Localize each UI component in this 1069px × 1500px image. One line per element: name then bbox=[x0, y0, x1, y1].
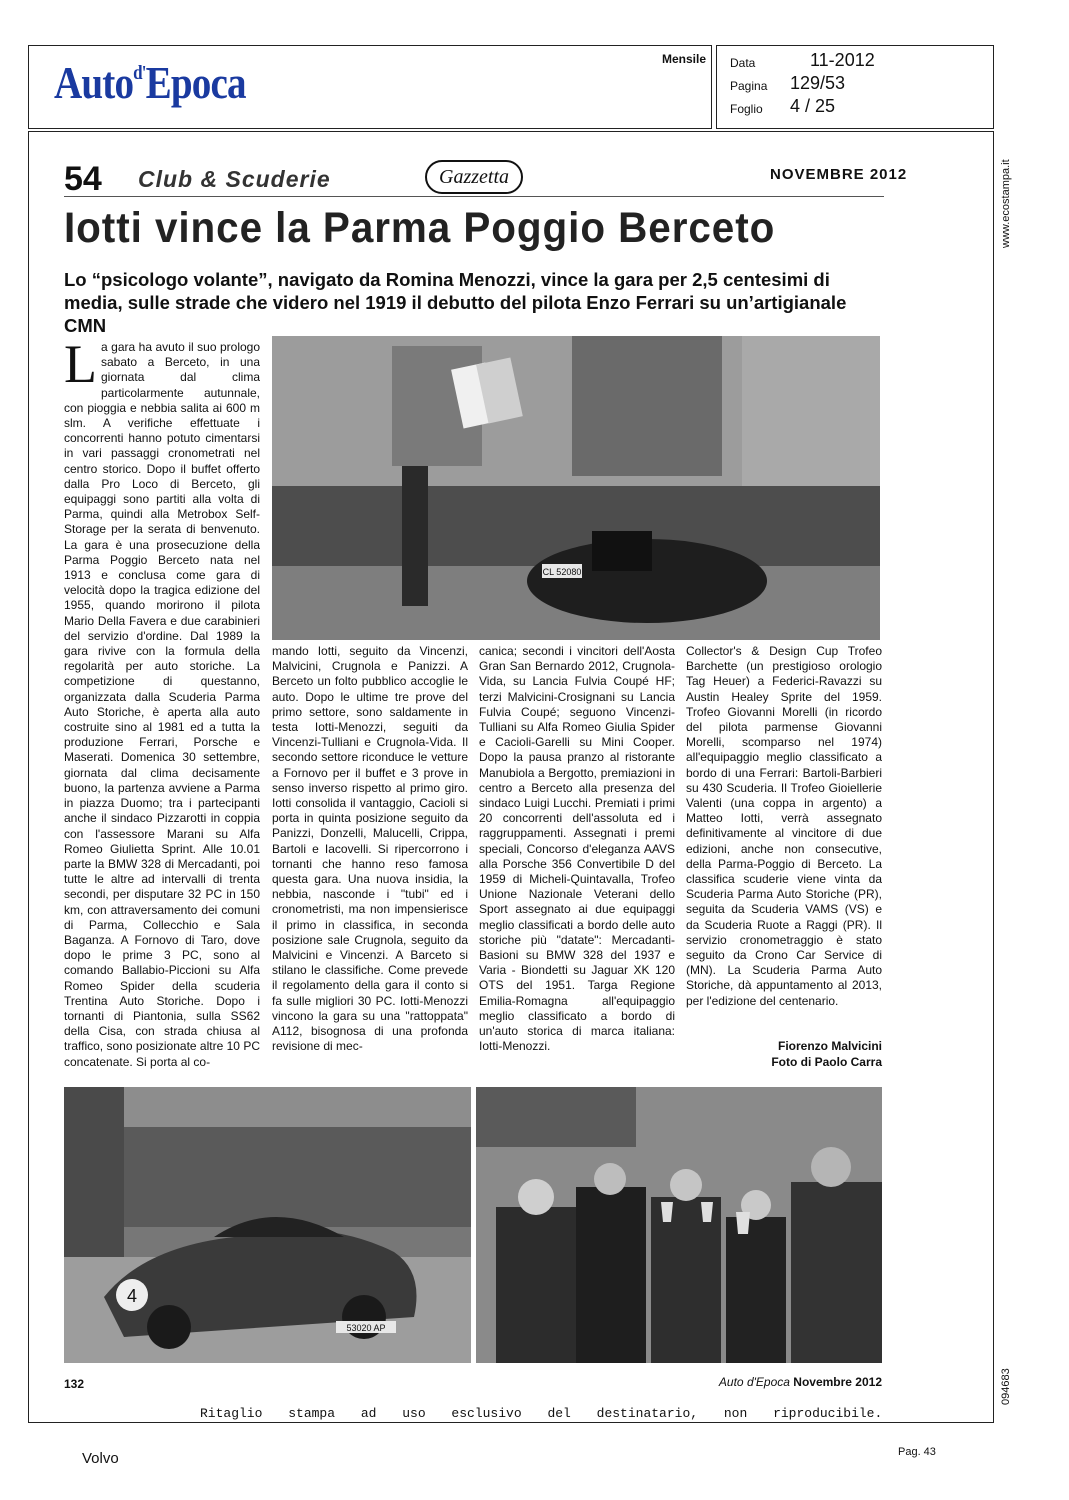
frequency-label: Mensile bbox=[662, 52, 707, 66]
photo-car2-plate: 53020 AP bbox=[346, 1323, 386, 1333]
dropcap: L bbox=[64, 340, 97, 394]
photo-race-car bbox=[64, 1087, 471, 1363]
footer-page: 132 bbox=[64, 1377, 85, 1391]
column-2: mando Iotti, seguito da Vincenzi, Malvicini, Crugnola e Panizzi. A Berceto un folto pubblico accoglie le auto. Dopo le ultime tre prove del primo settore, sono saldamente in testa Iotti-Menozzi, seguiti da Vincenzi-Tulliani e Crugnola-Vida. Il secondo settore riconduce le vetture a Fornovo per il buffet e 3 prove in senso inverso rispetto al primo giro. Iotti consolida il vantaggio, Cacioli si porta in quinta posizione seguito da Panizzi, Donzelli, Malucelli, Crippa, Bartoli e Iacovelli. Si ripercorrono i tornanti che hanno reso famosa questa gara. Una nuova insidia, la nebbia, nasconde i "tubi" ed i cronometristi, ma non impensierisce il primo in classifica, in seconda posizione sale Crugnola, seguito da Malvicini e Vincenzi. A Barceto si stilano le classifiche. Come prevede il regolamento della gara il conto si fa sulle migliori 30 PC. Iotti-Menozzi vincono la gara su una "rattoppata" A112, bisognosa di una profonda revisione di mec- bbox=[272, 644, 468, 1054]
header-rule bbox=[64, 196, 884, 197]
pagina-label: Pagina bbox=[730, 79, 768, 93]
pagina-value: 129/53 bbox=[790, 73, 846, 93]
issue-date: NOVEMBRE 2012 bbox=[770, 166, 908, 183]
foglio-value: 4 / 25 bbox=[790, 96, 836, 116]
data-value: 11-2012 bbox=[810, 50, 875, 70]
bottom-left-label: Volvo bbox=[82, 1450, 119, 1467]
column-4: Collector's & Design Cup Trofeo Barchette (un prestigioso orologio Tag Heuer) a Federici-Ravazzi su Austin Healey Sprite del 1959. Trofeo Giovanni Morelli (in ricordo del pilota parmense Giovanni Morelli, scomparso nel 1974) all'equipaggio meglio classificato a bordo di una Ferrari: Bartoli-Barbieri su 430 Scuderia. Il Trofeo Gioiellerie Valenti (una coppa in argento) a Matteo Iotti, verrà assegnato definitivamente al vincitore di due edizioni, anche non consecutive, della Parma-Poggio di Berceto. La classifica scuderie viene vinta da Scuderia Parma Auto Storiche (PR), seguita da Scuderia VAMS (VS) e da Scuderia Ruote a Raggi (PR). Il servizio cronometraggio è stato seguito da Crono Car Service di (MN). La Scuderia Parma Auto Storiche, dà appuntamento al 2013, per l'edizione del centenario. bbox=[686, 644, 882, 1008]
data-label: Data bbox=[730, 56, 756, 70]
byline-photo: Foto di Paolo Carra bbox=[771, 1055, 882, 1069]
masthead-logo: Auto$^{d'}$Epoca bbox=[54, 57, 246, 108]
foglio-label: Foglio bbox=[730, 102, 763, 116]
photo-car-number: 4 bbox=[126, 1286, 138, 1306]
column-1 bbox=[64, 340, 260, 1075]
disclaimer: Ritaglio stampa ad uso esclusivo del destinatario, non riproducibile. bbox=[200, 1406, 883, 1421]
column-3: canica; secondi i vincitori dell'Aosta Gran San Bernardo 2012, Crugnola-Vida, su Lancia Fulvia Coupé HF; terzi Malvicini-Crosignani su Lancia Fulvia Coupé; seguono Vincenzi-Tulliani su Alfa Romeo Giulia Spider e Cacioli-Garelli su Mini Cooper. Dopo la pausa pranzo al ristorante Manubiola a Bergotto, premiazioni in centro a Berceto alla presenza del sindaco Luigi Lucchi. Premiati i primi 20 concorrenti dell'assoluta ed i raggruppamenti. Assegnati i premi speciali, Concorso d'eleganza AAVS alla Porsche 356 Convertibile D del 1959 di Micheli-Quintavalla, Trofeo Unione Nazionale Veterani dello Sport assegnato ai due equipaggi meglio classificati a bordo delle auto storiche più "datate": Mercadanti-Basioni su BMW 328 del 1937 e Varia - Biondetti su Jaguar XK 120 OTS del 1951. Targa Regione Emilia-Romagna all'equipaggio meglio classificato a bordo di un'auto storica di marca italiana: Iotti-Menozzi. bbox=[479, 644, 675, 1054]
section-title: Club & Scuderie bbox=[138, 166, 331, 192]
page-number: 54 bbox=[64, 160, 102, 198]
photo-race-car-illustration bbox=[64, 1087, 471, 1363]
byline-author: Fiorenzo Malvicini bbox=[777, 1039, 882, 1053]
headline: Iotti vince la Parma Poggio Berceto bbox=[64, 204, 776, 252]
side-code: 094683 bbox=[1000, 1368, 1012, 1405]
photo-awards bbox=[476, 1087, 882, 1363]
photo-start-flag-illustration bbox=[272, 336, 880, 640]
photo-start-flag bbox=[272, 336, 880, 640]
footer-magazine: Auto d'Epoca Novembre 2012 bbox=[718, 1375, 882, 1389]
gazzetta-logo: Gazzetta bbox=[425, 160, 523, 194]
photo-awards-illustration bbox=[476, 1087, 882, 1363]
deck: Lo “psicologo volante”, navigato da Romina Menozzi, vince la gara per 2,5 centesimi di media, sulle strade che videro nel 1919 il debutto del pilota Enzo Ferrari su un’artigianale CMN bbox=[64, 269, 847, 336]
bottom-right-label: Pag. 43 bbox=[898, 1446, 936, 1458]
photo-car-plate: CL 52080 bbox=[542, 567, 582, 577]
column-1-text: a gara ha avuto il suo prologo sabato a Berceto, in una giornata dal clima particolarmente autunnale, con pioggia e nebbia salita ai 600 m slm. A verifiche effettuate i concorrenti hanno potuto cimentarsi in vari passaggi cronometrati nel centro storico. Dopo il buffet offerto dalla Pro Loco di Berceto, gli equipaggi sono partiti alla volta di Parma, quindi alla Metrobox Self-Storage per la serata di benvenuto. La gara è una prosecuzione della Parma Poggio Berceto nata nel 1913 e conclusa come gara di velocità dopo la tragica edizione del 1955, quando morirono il pilota Mario Della Favera e due carabinieri del servizio d'ordine. Dal 1989 la gara rivive con la formula della regolarità per auto storiche. La competizione di questanno, organizzata dalla Scuderia Parma Auto Storiche, è aperta alla auto costruite sino al 1981 ed a tutta la produzione Ferrari, Porsche e Maserati. Domenica 30 settembre, giornata dal clima decisamente buono, la partenza avviene a Parma in piazza Duomo; tra i partecipanti anche il sindaco Pizzarotti in coppia con l'assessore Marani su Alfa Romeo Giulietta Sprint. Alle 10.01 parte la BMW 328 di Mercadanti, poi tutte le altre ad intervalli di trenta secondi, per disputare 32 PC in 150 km, con attraversamento dei comuni di Parma, Collecchio e Sala Baganza. A Fornovo di Taro, dove dopo le prime 3 PC, sono al comando Ballabio-Piccioni su Alfa Romeo Spider della scuderia Trentina Auto Storiche. Dopo i tornanti di Piantonia, sulla SS62 della Cisa, con strada chiusa al traffico, sono posizionate altre 10 PC concatenate. Si porta al co- bbox=[64, 340, 260, 1069]
side-url: www.ecostampa.it bbox=[1000, 159, 1012, 248]
